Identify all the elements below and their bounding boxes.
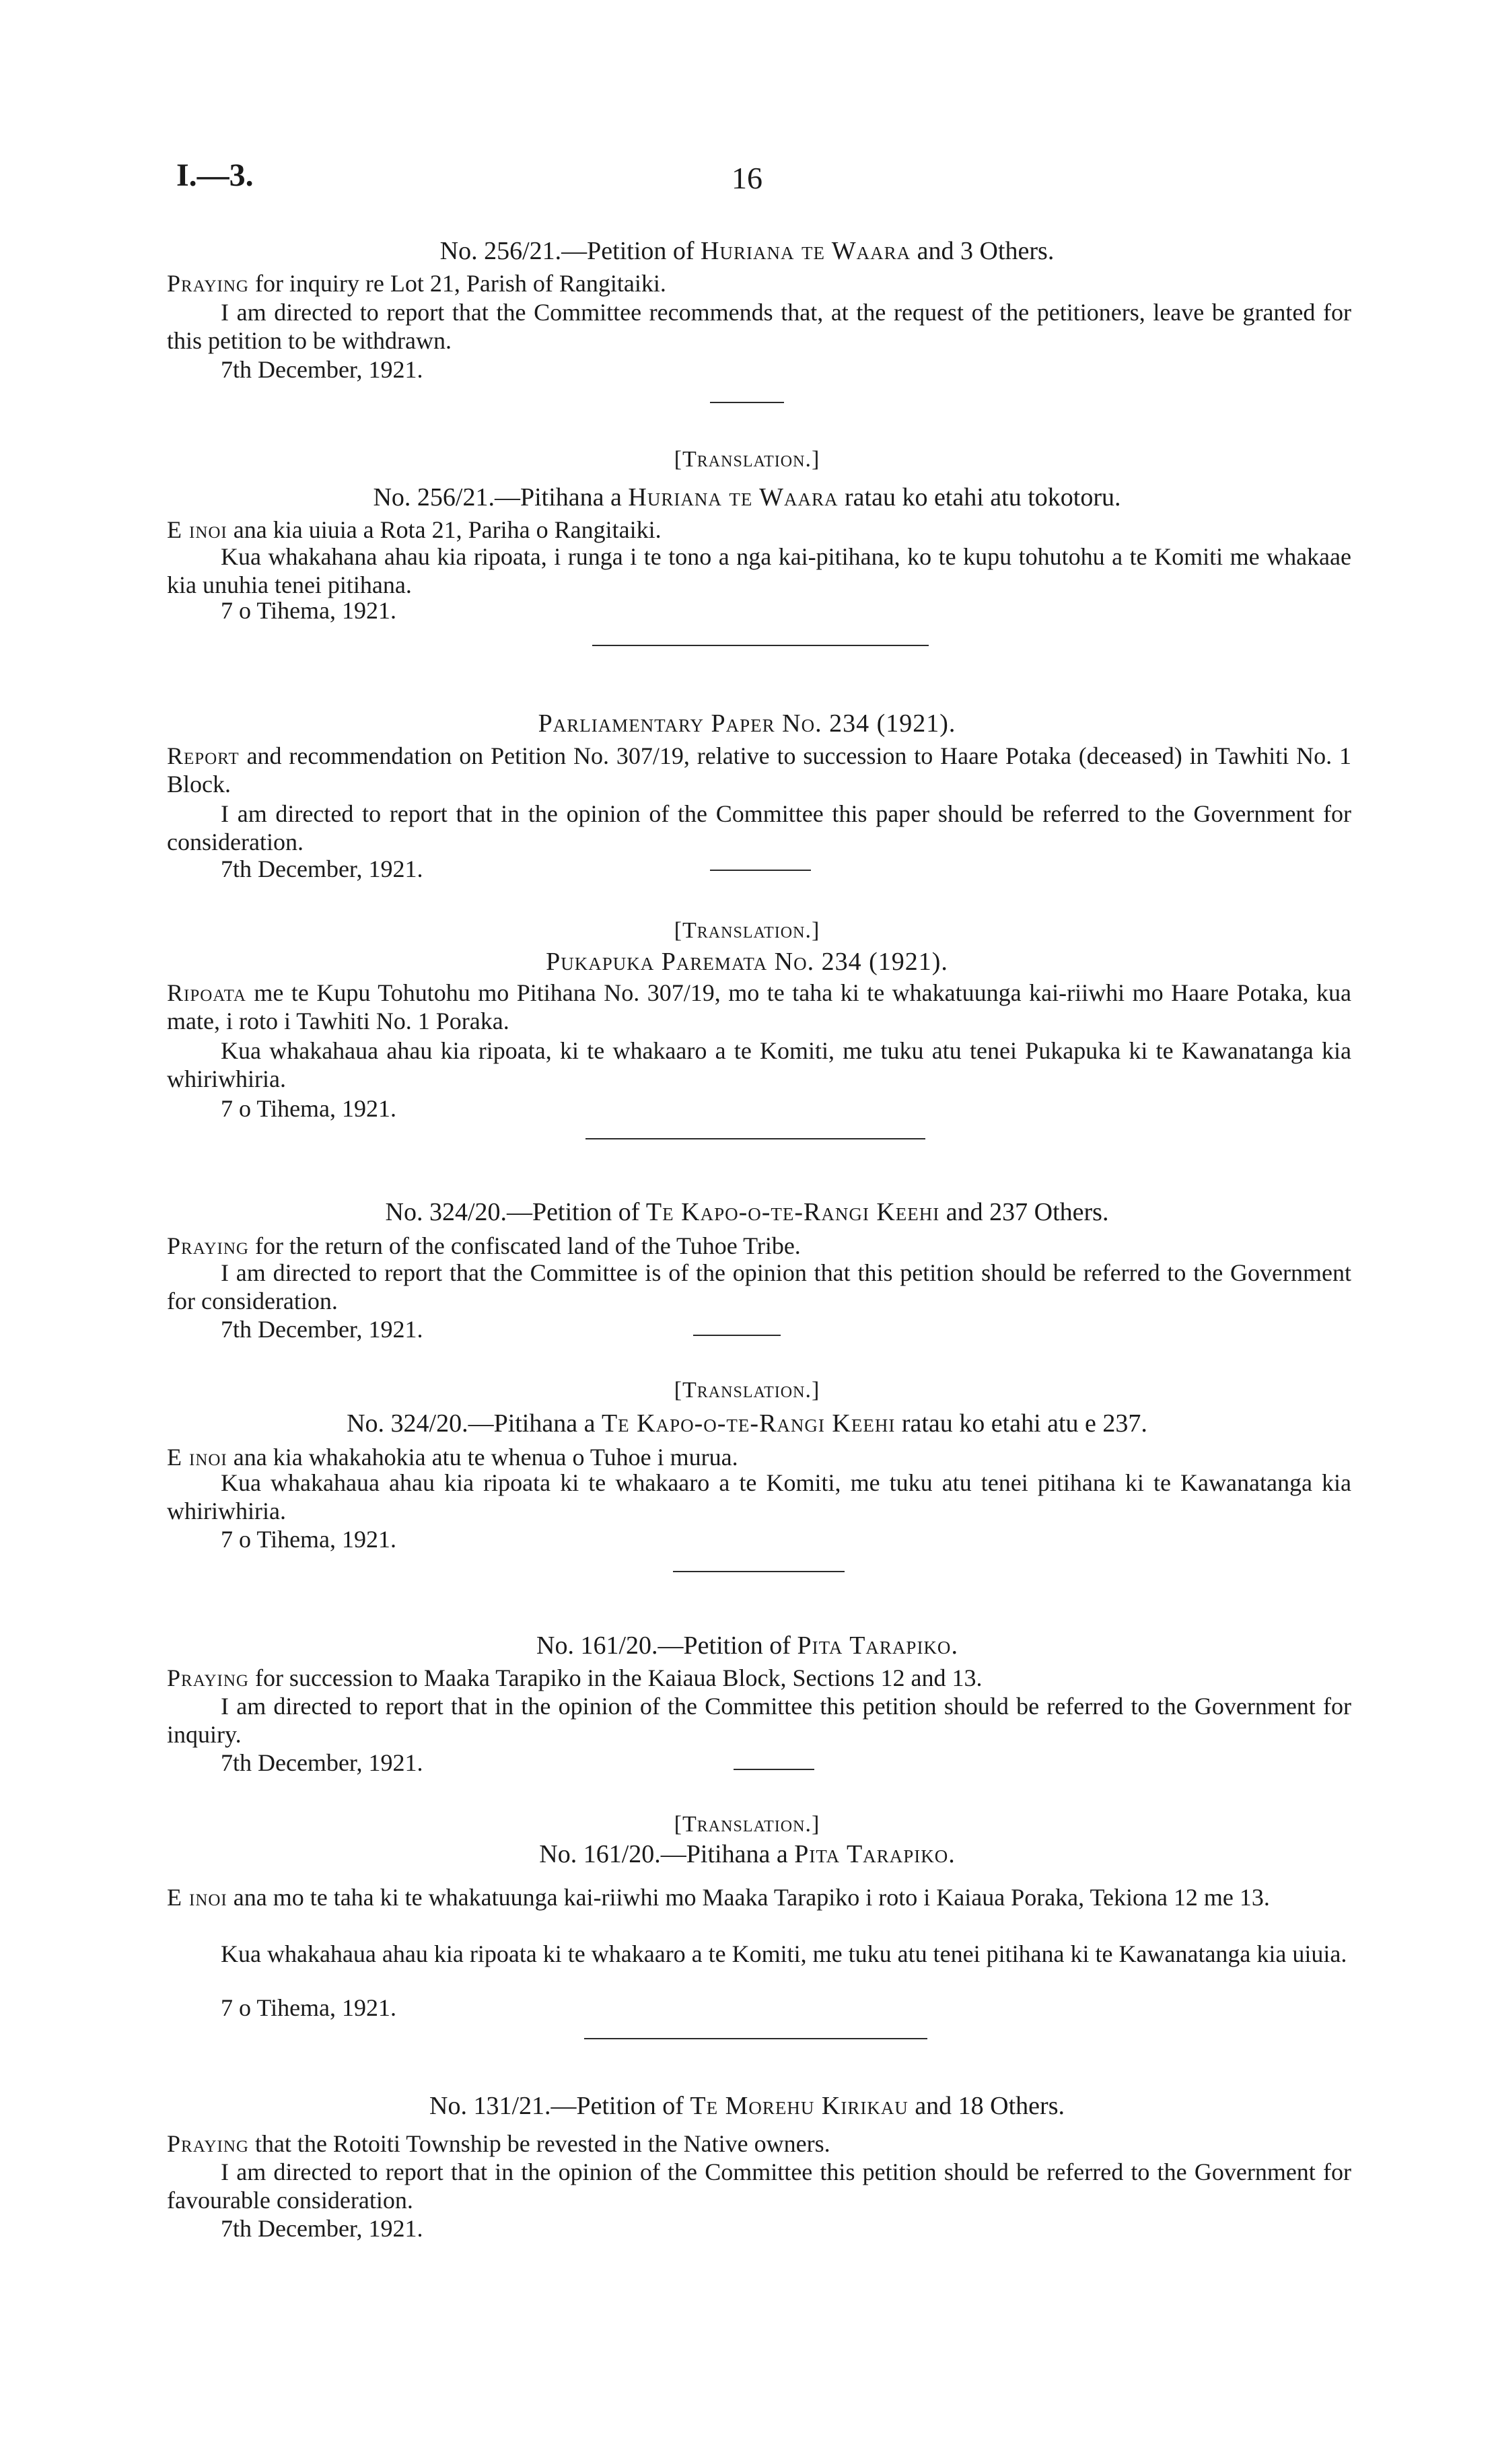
- praying-line: E inoi ana mo te taha ki te whakatuunga kai-riiwhi mo Maaka Tarapiko i roto i Kaiaua Poraka, Tekiona 12 me 13.: [167, 1884, 1270, 1911]
- praying-line: Praying for the return of the confiscated land of the Tuhoe Tribe.: [167, 1232, 801, 1259]
- translation-label: [Translation.]: [674, 1378, 820, 1403]
- report-body: Kua whakahaua ahau kia ripoata ki te whakaaro a te Komiti, me tuku atu tenei pitihana ki te Kawanatanga kia uiuia.: [221, 1940, 1347, 1967]
- report-date: 7 o Tihema, 1921.: [221, 1994, 397, 2021]
- report-line: Ripoata me te Kupu Tohutohu mo Pitihana No. 307/19, mo te taha ki te whakatuunga kai-riiwhi mo Haare Potaka, kua mate, i roto i Tawhiti No. 1 Poraka.: [167, 979, 1351, 1034]
- praying-line: Praying that the Rotoiti Township be revested in the Native owners.: [167, 2130, 830, 2157]
- petition-heading: No. 256/21.—Petition of Huriana te Waara and 3 Others.: [439, 237, 1055, 265]
- petition-heading: No. 161/20.—Pitihana a Pita Tarapiko.: [539, 1840, 955, 1868]
- praying-line: E inoi ana kia uiuia a Rota 21, Pariha o Rangitaiki.: [167, 516, 662, 543]
- page-number: 16: [732, 161, 762, 195]
- paper-heading: Pukapuka Paremata No. 234 (1921).: [546, 948, 948, 976]
- translation-label: [Translation.]: [674, 447, 820, 472]
- praying-line: Praying for succession to Maaka Tarapiko in the Kaiaua Block, Sections 12 and 13.: [167, 1664, 983, 1691]
- section-divider: [584, 2038, 927, 2039]
- translation-label: [Translation.]: [674, 1812, 820, 1837]
- short-divider: [693, 1335, 781, 1336]
- report-body: Kua whakahaua ahau kia ripoata ki te whakaaro a te Komiti, me tuku atu tenei pitihana ki te Kawanatanga kia whiriwhiria.: [167, 1469, 1351, 1524]
- report-body: Kua whakahana ahau kia ripoata, i runga i te tono a nga kai-pitihana, ko te kupu tohutohu a te Komiti me whakaae kia unuhia tenei pitihana.: [167, 543, 1351, 598]
- short-divider: [734, 1769, 814, 1770]
- short-divider: [710, 870, 811, 871]
- report-body: I am directed to report that the Committee recommends that, at the request of the petitioners, leave be granted for this petition to be withdrawn.: [167, 299, 1351, 354]
- report-date: 7th December, 1921.: [221, 1749, 423, 1776]
- report-date: 7th December, 1921.: [221, 2215, 423, 2242]
- praying-line: E inoi ana kia whakahokia atu te whenua o Tuhoe i murua.: [167, 1444, 738, 1471]
- report-date: 7 o Tihema, 1921.: [221, 1095, 397, 1122]
- report-date: 7th December, 1921.: [221, 855, 423, 882]
- petition-heading: No. 256/21.—Pitihana a Huriana te Waara ratau ko etahi atu tokotoru.: [373, 483, 1121, 512]
- report-body: I am directed to report that in the opinion of the Committee this petition should be referred to the Government for favourable consideration.: [167, 2158, 1351, 2214]
- report-body: I am directed to report that the Committee is of the opinion that this petition should be referred to the Government for consideration.: [167, 1259, 1351, 1314]
- section-divider: [673, 1571, 845, 1572]
- report-body: Kua whakahaua ahau kia ripoata, ki te whakaaro a te Komiti, me tuku atu tenei Pukapuka ki te Kawanatanga kia whiriwhiria.: [167, 1037, 1351, 1092]
- paper-heading: Parliamentary Paper No. 234 (1921).: [538, 709, 956, 738]
- praying-line: Praying for inquiry re Lot 21, Parish of Rangitaiki.: [167, 270, 666, 297]
- report-date: 7th December, 1921.: [221, 356, 423, 383]
- report-body: I am directed to report that in the opinion of the Committee this petition should be referred to the Government for inquiry.: [167, 1693, 1351, 1748]
- report-date: 7 o Tihema, 1921.: [221, 597, 397, 624]
- report-body: I am directed to report that in the opinion of the Committee this paper should be referred to the Government for consideration.: [167, 800, 1351, 855]
- report-date: 7 o Tihema, 1921.: [221, 1526, 397, 1553]
- petition-heading: No. 161/20.—Petition of Pita Tarapiko.: [536, 1631, 958, 1660]
- petition-heading: No. 324/20.—Petition of Te Kapo-o-te-Rangi Keehi and 237 Others.: [385, 1198, 1109, 1226]
- translation-label: [Translation.]: [674, 918, 820, 943]
- petition-heading: No. 324/20.—Pitihana a Te Kapo-o-te-Rangi Keehi ratau ko etahi atu e 237.: [347, 1409, 1147, 1438]
- short-divider: [710, 402, 784, 403]
- petition-heading: No. 131/21.—Petition of Te Morehu Kirikau and 18 Others.: [429, 2092, 1065, 2120]
- document-reference: I.—3.: [176, 157, 254, 193]
- section-divider: [592, 645, 929, 646]
- section-divider: [585, 1138, 925, 1139]
- report-date: 7th December, 1921.: [221, 1316, 423, 1343]
- report-line: Report and recommendation on Petition No. 307/19, relative to succession to Haare Potaka (deceased) in Tawhiti No. 1 Block.: [167, 742, 1351, 798]
